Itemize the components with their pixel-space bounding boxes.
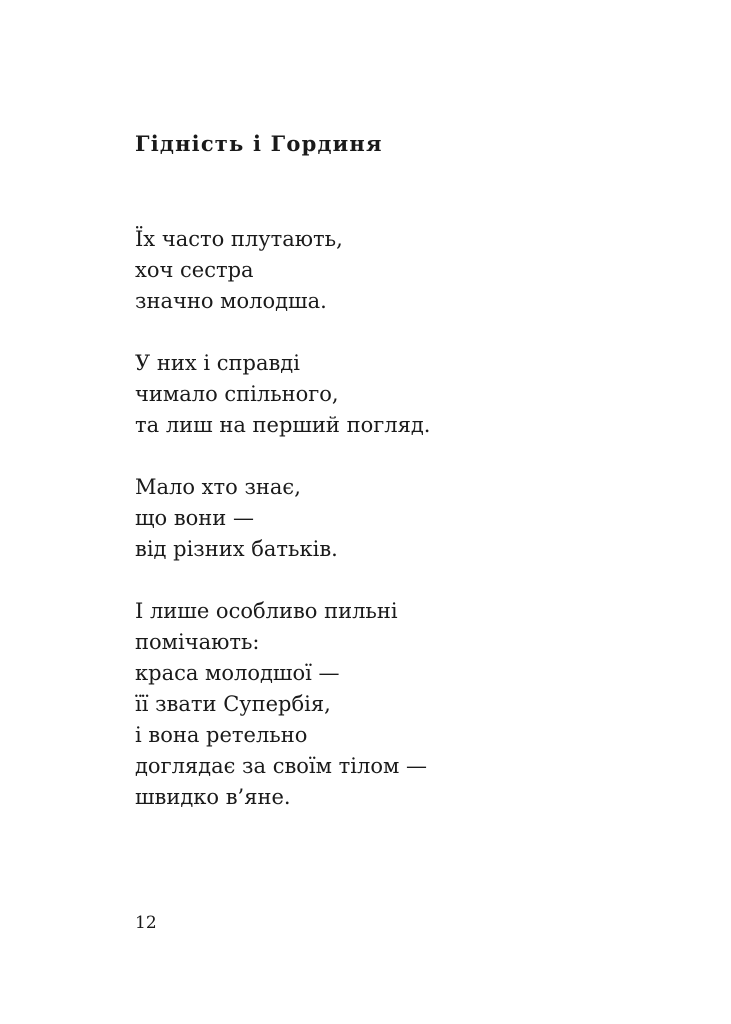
poem-line: Їх часто плутають, bbox=[135, 227, 343, 251]
poem-line: і вона ретельно bbox=[135, 723, 308, 747]
poem-line: чимало спільного, bbox=[135, 382, 339, 406]
poem-title: Гідність і Гординя bbox=[135, 131, 383, 156]
poem-line: її звати Супербія, bbox=[135, 692, 331, 716]
poem-line: У них і справді bbox=[135, 351, 300, 375]
poem-body bbox=[135, 224, 655, 844]
poem-line: І лише особливо пильні bbox=[135, 599, 398, 623]
poem-line: помічають: bbox=[135, 630, 260, 654]
page-number: 12 bbox=[135, 913, 157, 933]
poem-line: хоч сестра bbox=[135, 258, 254, 282]
poem-line: краса молодшої — bbox=[135, 661, 340, 685]
poem-line: від різних батьків. bbox=[135, 537, 338, 561]
stanza-4 bbox=[135, 596, 655, 813]
stanza-2 bbox=[135, 348, 655, 441]
poem-line: значно молодша. bbox=[135, 289, 327, 313]
poem-line: Мало хто знає, bbox=[135, 475, 301, 499]
stanza-3 bbox=[135, 472, 655, 565]
poem-line: швидко в’яне. bbox=[135, 785, 291, 809]
stanza-1 bbox=[135, 224, 655, 317]
poem-line: та лиш на перший погляд. bbox=[135, 413, 431, 437]
poem-line: що вони — bbox=[135, 506, 254, 530]
poem-line: доглядає за своїм тілом — bbox=[135, 754, 427, 778]
